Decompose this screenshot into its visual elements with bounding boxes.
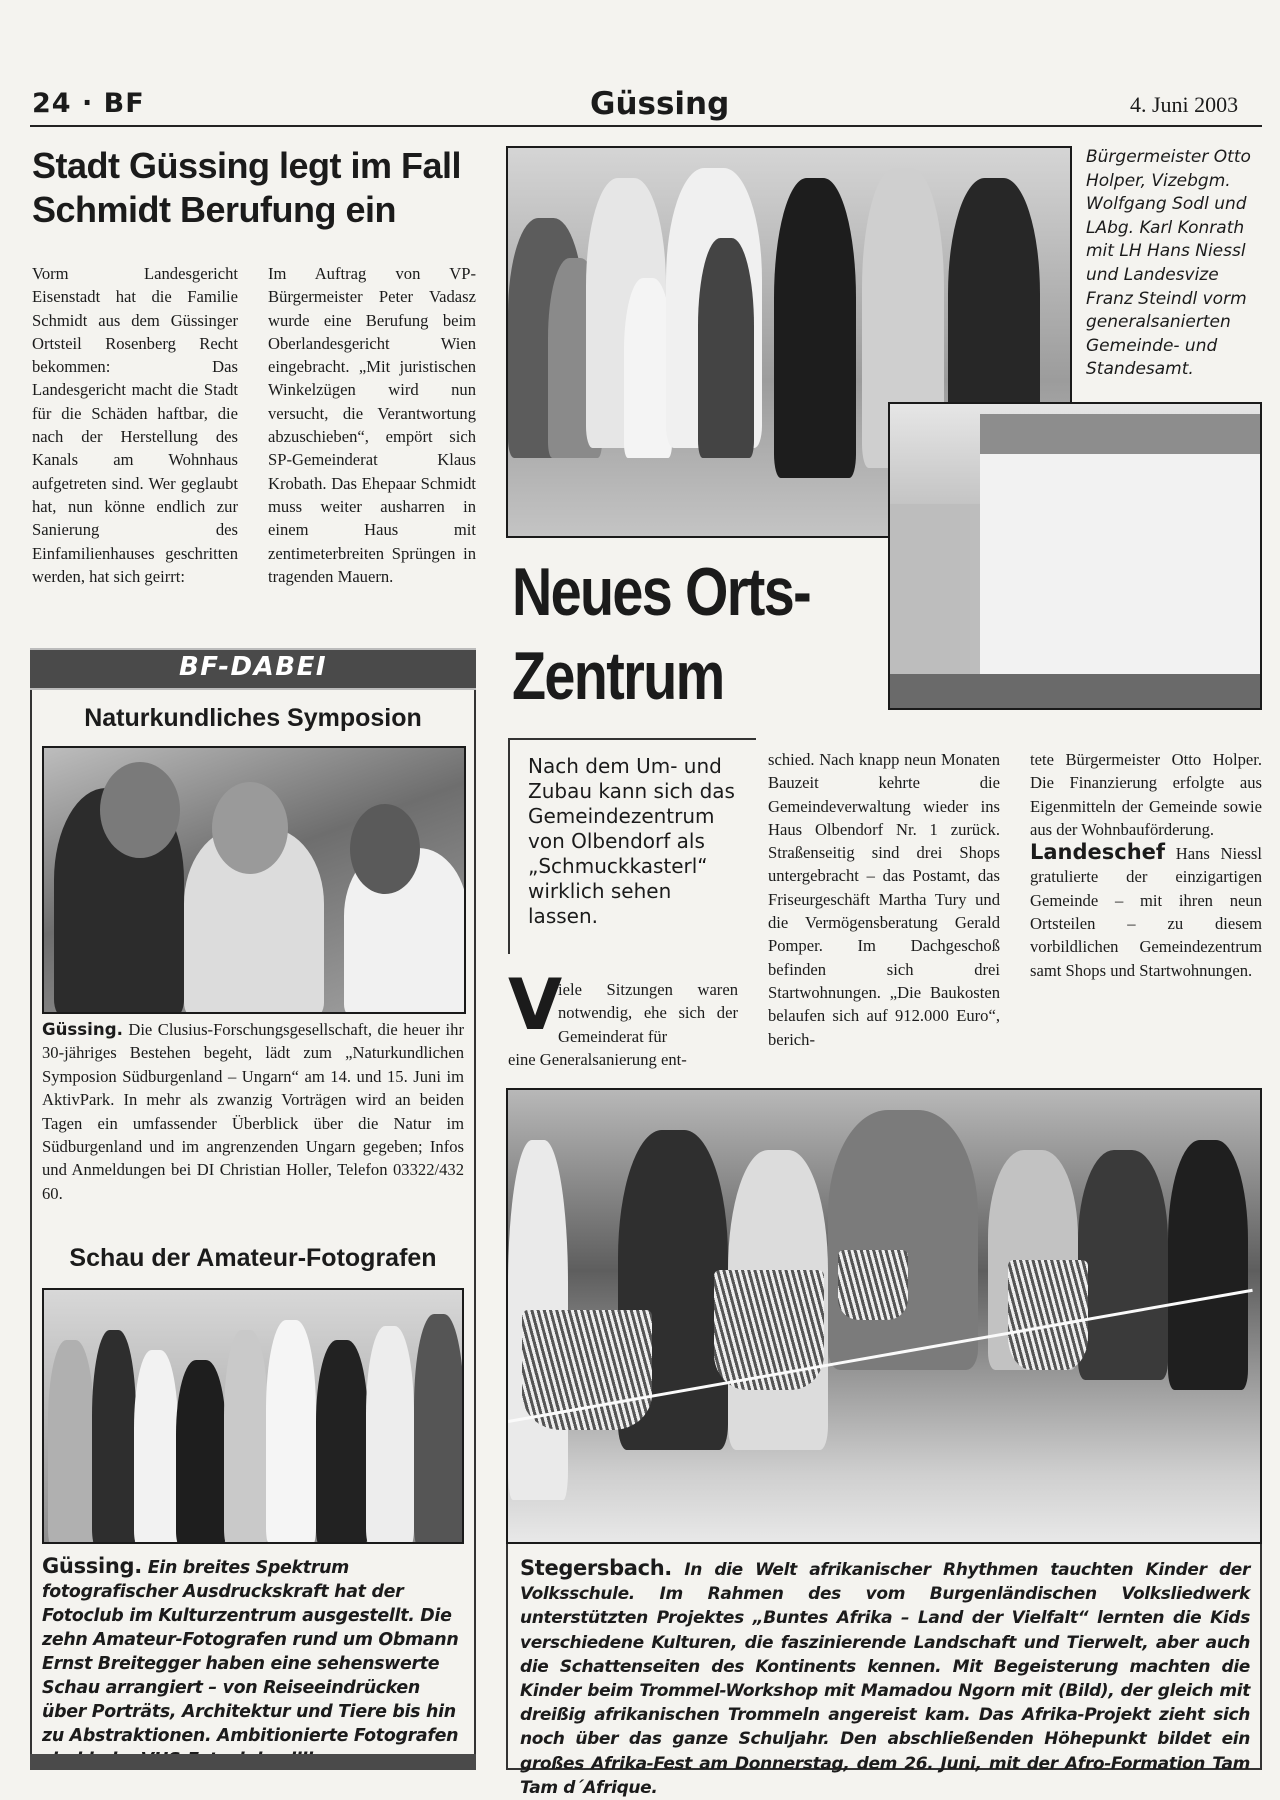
drum-caption [520,1556,1250,1800]
officials-photo-caption: Bürgermeister Otto Holper, Vizebgm. Wolfgang Sodl und LAbg. Karl Konrath mit LH Hans Niessl und Landesvize Franz Steindl vorm generalsanierten Gemeinde- und Standesamt. [1086,147,1251,380]
drop-cap: V [508,964,563,1046]
ortszentrum-column-1-end: eine Generalsanierung ent- [508,1050,687,1069]
article-headline-berufung: Stadt Güssing legt im Fall Schmidt Berufung ein [32,145,462,230]
ortszentrum-column-3b-text: Hans Niessl gratulierte der einzigartigen Gemeinde – mit ihren neun Ortsteilen – zu diesem vorbildlichen Gemeindezentrum samt Shops und Startwohnungen. [1030,844,1262,980]
drum-lead-word: Stegersbach. [520,1556,672,1580]
amateur-headline: Schau der Amateur-Fotografen [69,1244,437,1272]
bf-dabei-bottom-bar [30,1754,476,1770]
symposion-text [42,1018,464,1205]
page-number: 24 · BF [32,88,145,119]
headline-line-2: Zentrum [512,638,724,714]
community-center-photo [888,402,1262,710]
amateur-text [42,1554,462,1772]
ortszentrum-column-3 [1030,748,1262,982]
symposion-photo [42,746,466,1014]
headline-line-1: Neues Orts- [512,554,811,630]
amateur-lead-word: Güssing. [42,1554,142,1578]
drum-caption-body: In die Welt afrikanischer Rhythmen tauchten Kinder der Volksschule. Im Rahmen des vom Burgenländischen Volksliedwerk unterstützten Projektes „Buntes Afrika – Land der Vielfalt“ lernten die Kids verschiedene Kulturen, die faszinierende Landschaft und Tierwelt, aber auch die Schattenseiten des Kontinents kennen. Mit Begeisterung machten die Kinder beim Trommel-Workshop mit Mamadou Ngorn mit (Bild), der gleich mit dreißig afrikanischen Trommeln angereist kam. Das Afrika-Projekt zieht sich noch über das ganze Schuljahr. Den abschließenden Höhepunkt bildet ein großes Afrika-Fest am Donnerstag, dem 26. Juni, mit der Afro-Formation Tam Tam d´Afrique. [520,1560,1250,1798]
article-column-1: Vorm Landesgericht Eisenstadt hat die Familie Schmidt aus dem Güssinger Ortsteil Rosenberg Recht bekommen: Das Landesgericht macht die Stadt für die Schäden haftbar, die nach der Herstellung des Kanals am Wohnhaus aufgetreten sind. Wer geglaubt hat, nun könne endlich zur Sanierung des Einfamilienhauses geschritten werden, hat sich geirrt: [32,264,238,586]
amateur-body: Ein breites Spektrum fotografischer Ausdruckskraft hat der Fotoclub im Kulturzentrum ausgestellt. Die zehn Amateur-Fotografen rund um Obmann Ernst Breitegger haben eine sehenswerte Schau arrangiert – von Reiseeindrücken über Porträts, Architektur und Tiere bis hin zu Abstraktionen. Ambitionierte Fotografen [42,1558,459,1746]
issue-date: 4. Juni 2003 [1130,92,1239,117]
symposion-headline: Naturkundliches Symposion [84,704,422,732]
symposion-body: Die Clusius-Forschungsgesellschaft, die heuer ihr 30-jähriges Bestehen begeht, lädt zum „Naturkundlichen Symposion Südburgenland – Ungarn“ am 14. und 15. Juni im AktivPark. In mehr als zwanzig Vorträgen wird an beiden Tagen ein umfassender Überblick über die Natur im Südburgenland und im angrenzenden Ungarn gegeben; Infos und Anmeldungen bei DI Christian Holler, Telefon 03322/432 60. [42,1020,464,1203]
article-lead: Nach dem Um- und Zubau kann sich das Gemeindezentrum von Olbendorf als „Schmuckkasterl“ wirklich sehen lassen. [528,754,735,928]
article-column-2: Im Auftrag von VP-Bürgermeister Peter Vadasz wurde eine Berufung beim Oberlandesgericht Wien eingebracht. „Mit juristischen Winkelzügen wird nun versucht, die Verantwortung abzuschieben“, empört sich SP-Gemeinderat Klaus Krobath. Das Ehepaar Schmidt muss weiter ausharren in einem Haus mit zentimeterbreiten Sprüngen in tragenden Mauern. [268,264,476,586]
ortszentrum-column-2: schied. Nach knapp neun Monaten Bauzeit kehrte die Gemeindeverwaltung wieder ins Haus Olbendorf Nr. 1 zurück. Straßenseitig sind drei Shops untergebracht – das Postamt, das Friseurgeschäft Martha Tury und die Vermögensberatung Gerald Pomper. Im Dachgeschoß befinden sich drei Startwohnungen. „Die Baukosten belaufen sich auf 912.000 Euro“, berich- [768,750,1000,1049]
ortszentrum-column-3-text: tete Bürgermeister Otto Holper. Die Finanzierung erfolgte aus Eigenmitteln der Gemeinde sowie aus der Wohnbauförderung. [1030,750,1262,839]
bf-dabei-title: BF-DABEI [178,652,328,682]
drum-workshop-photo [506,1088,1262,1544]
symposion-lead-word: Güssing. [42,1020,123,1039]
section-title: Güssing [590,86,730,122]
ortszentrum-column-1-start: iele Sitzungen waren notwendig, ehe sich der Gemeinderat für [558,980,738,1046]
header-rule [30,125,1262,127]
amateur-photo [42,1288,464,1544]
article-headline-ortszentrum [512,550,815,718]
ortszentrum-subhead: Landeschef [1030,840,1166,865]
